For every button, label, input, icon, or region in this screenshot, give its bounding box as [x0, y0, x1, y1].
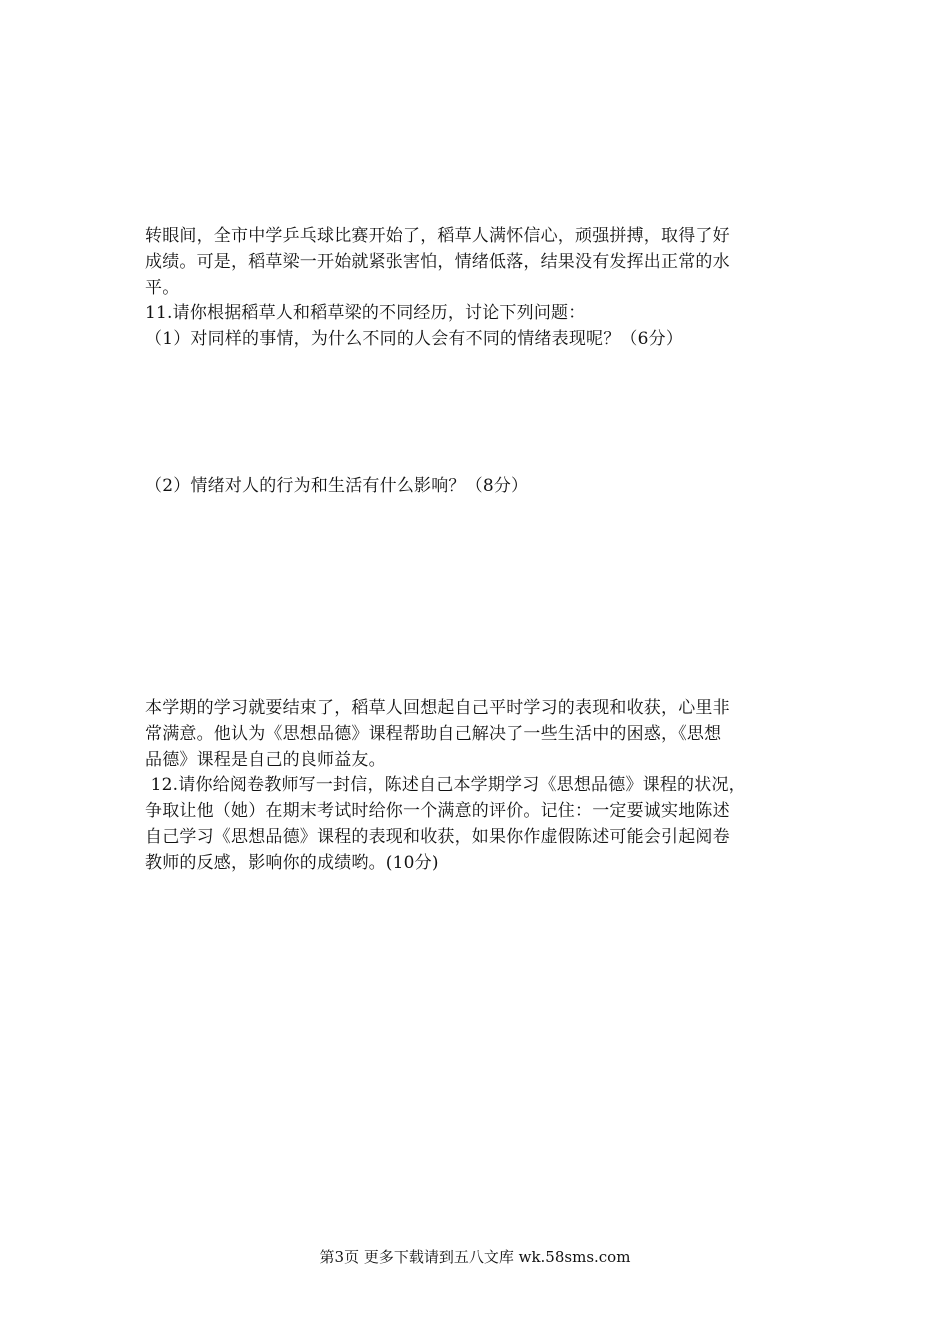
passage-line: 本学期的学习就要结束了，稻草人回想起自己平时学习的表现和收获，心里非: [145, 698, 730, 718]
page-footer: 第3页 更多下载请到五八文库 wk.58sms.com: [319, 1248, 631, 1266]
passage-line: 成绩。可是，稻草梁一开始就紧张害怕，情绪低落，结果没有发挥出正常的水: [145, 252, 730, 272]
sub-question-text: （2）情绪对人的行为和生活有什么影响？（8分）: [145, 476, 529, 496]
question-11-part-1: [145, 326, 807, 352]
passage-paragraph-1: [145, 223, 807, 301]
question-11-stem: [145, 300, 807, 326]
question-line: 12.请你给阅卷教师写一封信，陈述自己本学期学习《思想品德》课程的状况，: [145, 775, 746, 795]
question-12: [145, 772, 807, 876]
question-line: 争取让他（她）在期末考试时给你一个满意的评价。记住：一定要诚实地陈述: [145, 801, 730, 821]
question-11-part-2: [145, 473, 807, 499]
question-line: 教师的反感，影响你的成绩哟。(10分): [145, 853, 439, 873]
question-stem-text: 11.请你根据稻草人和稻草梁的不同经历，讨论下列问题：: [145, 303, 586, 323]
passage-line: 平。: [145, 278, 180, 298]
passage-paragraph-2: [145, 695, 807, 773]
sub-question-text: （1）对同样的事情，为什么不同的人会有不同的情绪表现呢？（6分）: [145, 329, 684, 349]
question-line: 自己学习《思想品德》课程的表现和收获，如果你作虚假陈述可能会引起阅卷: [145, 827, 730, 847]
passage-line: 品德》课程是自己的良师益友。: [145, 750, 386, 770]
passage-line: 常满意。他认为《思想品德》课程帮助自己解决了一些生活中的困惑，《思想: [145, 724, 722, 744]
passage-line: 转眼间，全市中学乒乓球比赛开始了，稻草人满怀信心，顽强拼搏，取得了好: [145, 226, 730, 246]
